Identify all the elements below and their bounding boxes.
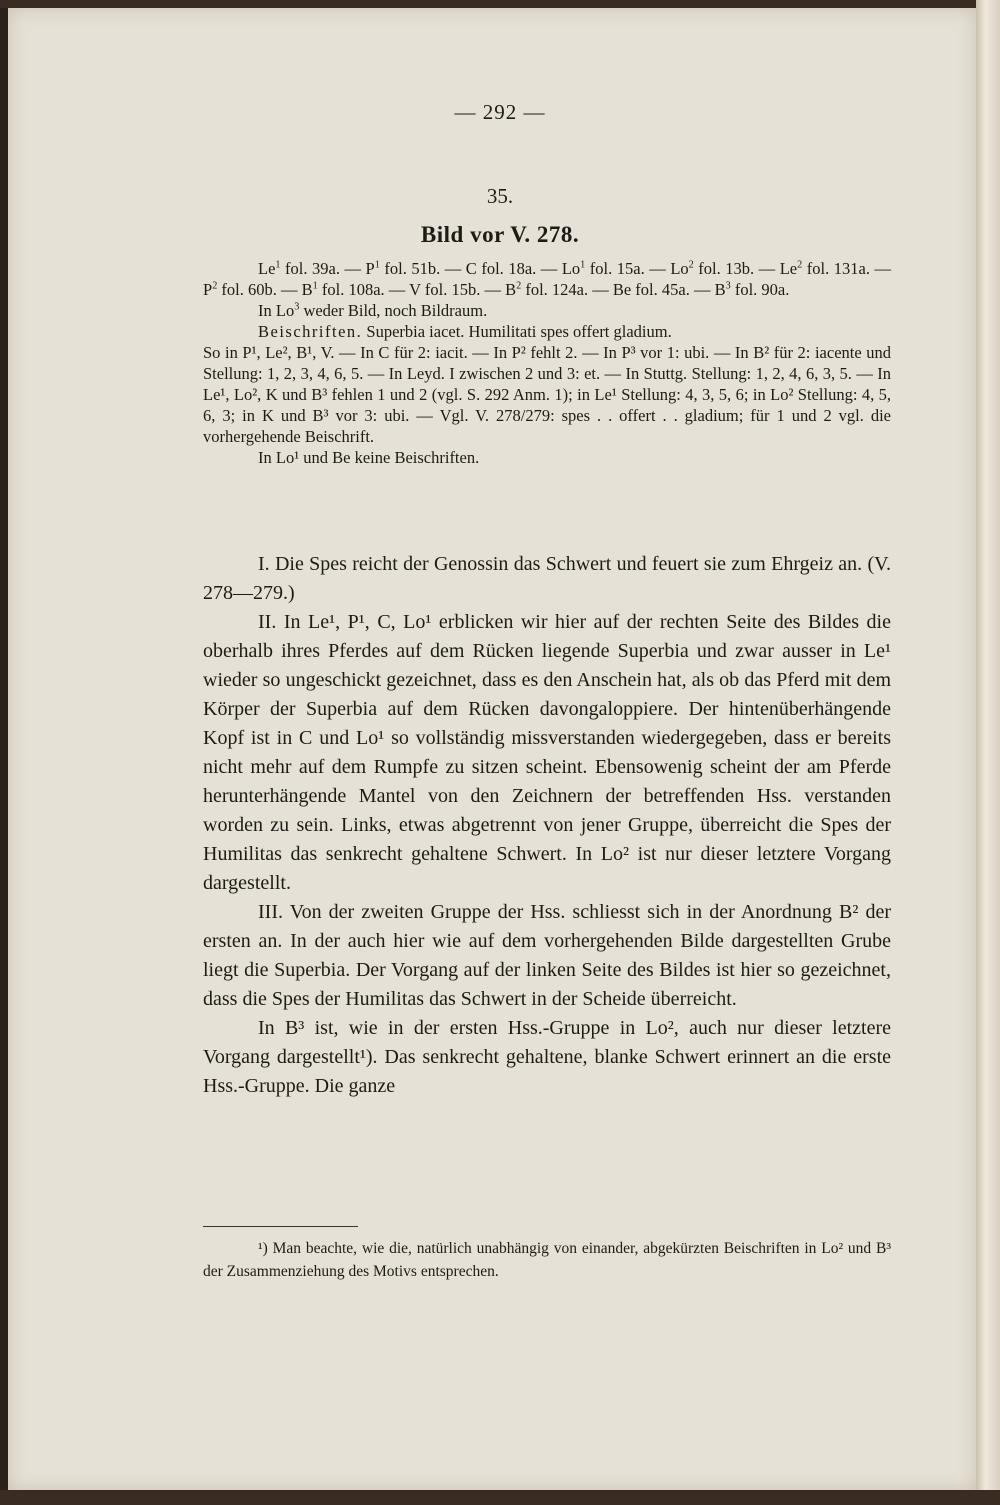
manuscript-list	[203, 258, 891, 300]
note-text: In Lo	[258, 301, 295, 320]
section-heading: Bild vor V. 278.	[420, 222, 580, 247]
paragraph-i: I. Die Spes reicht der Genossin das Schwert und feuert sie zum Ehrgeiz an. (V. 278—279.)	[203, 553, 891, 604]
ms-ref: fol. 90a.	[730, 280, 790, 299]
ms-siglum: B	[301, 280, 313, 299]
ms-siglum: P	[365, 259, 375, 278]
ms-ref: fol. 60b. —	[217, 280, 302, 299]
ms-sup: 2	[212, 280, 218, 292]
scan-border-top	[0, 0, 1000, 8]
ms-sup: 1	[374, 259, 380, 271]
main-text	[203, 550, 891, 1101]
ms-siglum: P	[203, 280, 213, 299]
ms-sup: 3	[725, 280, 731, 292]
ms-sup: 3	[294, 301, 300, 313]
manuscript-apparatus	[203, 258, 891, 468]
ms-siglum: Le	[258, 259, 276, 278]
ms-ref: fol. 124a. — Be fol. 45a. —	[521, 280, 715, 299]
paragraph-iii: III. Von der zweiten Gruppe der Hss. schliesst sich in der Anordnung B² der ersten an. In der auch hier wie auf dem vorhergehenden Bilde dargestellten Grube liegt die Superbia. Der Vorgang auf der linken Seite des Bildes ist hier so gezeichnet, dass die Spes der Humilitas das Schwert in der Scheide überreicht.	[203, 901, 891, 1010]
ms-ref: fol. 51b. — C fol. 18a. —	[379, 259, 562, 278]
section-number: 35.	[486, 184, 514, 208]
ms-ref: fol. 15a. —	[585, 259, 671, 278]
footnote-rule	[203, 1226, 358, 1227]
note-text: weder Bild, noch Bildraum.	[299, 301, 488, 320]
ms-siglum: Lo	[670, 259, 689, 278]
ms-sup: 2	[797, 259, 803, 271]
beischriften-text: Superbia iacet. Humilitati spes offert gladium.	[362, 322, 672, 341]
ms-siglum: B	[714, 280, 726, 299]
no-captions-note: In Lo¹ und Be keine Beischriften.	[258, 448, 480, 467]
beischriften-line	[203, 321, 891, 342]
ms-ref: fol. 13b. —	[693, 259, 780, 278]
ms-siglum: Lo	[561, 259, 581, 278]
ms-ref: fol. 39a. —	[280, 259, 366, 278]
ms-ref: fol. 131a. —	[802, 259, 891, 278]
ms-sup: 2	[516, 280, 522, 292]
no-image-note	[203, 300, 891, 321]
ms-sup: 1	[275, 259, 281, 271]
ms-siglum: Le	[779, 259, 798, 278]
page-number: — 292 —	[454, 100, 546, 124]
ms-sup: 1	[580, 259, 586, 271]
ms-sup: 1	[312, 280, 318, 292]
paragraph-ii: II. In Le¹, P¹, C, Lo¹ erblicken wir hier auf der rechten Seite des Bildes die oberhalb ihres Pferdes auf dem Rücken liegende Superbia und zwar ausser in Le¹ wieder so ungeschickt gezeichnet, dass es den Anschein hat, als ob das Pferd mit dem Körper der Superbia auf dem Rücken davongaloppiere. Der hintenüberhängende Kopf ist in C und Lo¹ so vollständig missverstanden wiedergegeben, dass er bereits nicht mehr auf dem Rumpfe zu sitzen scheint. Ebensowenig scheint der am Pferde herunterhängende Mantel von den Zeichnern der betreffenden Hss. verstanden worden zu sein. Links, etwas abgetrennt von jener Gruppe, überreicht die Spes der Humilitas das senkrecht gehaltene Schwert. In Lo² ist nur dieser letztere Vorgang dargestellt.	[203, 611, 891, 894]
footnote: ¹) Man beachte, wie die, natürlich unabhängig von einander, abgekürzten Beischriften in Lo² und B³ der Zusammenziehung des Motivs entsprechen.	[203, 1240, 891, 1280]
beischriften-label: Beischriften.	[258, 322, 363, 341]
ms-ref: fol. 108a. — V fol. 15b. —	[317, 280, 506, 299]
variants-text: So in P¹, Le², B¹, V. — In C für 2: iacit. — In P² fehlt 2. — In P³ vor 1: ubi. — In B² für 2: iacente und Stellung: 1, 2, 3, 4, 6, 5. — In Leyd. I zwischen 2 und 3: et. — In Stuttg. Stellung: 1, 2, 4, 6, 3, 5. — In Le¹, Lo², K und B³ fehlen 1 und 2 (vgl. S. 292 Anm. 1); in Le¹ Stellung: 4, 3, 5, 6; in Lo² Stellung: 4, 5, 6, 3; in K und B³ vor 3: ubi. — Vgl. V. 278/279: spes . . offert . . gladium; für 1 und 2 vgl. die vorhergehende Beischrift.	[203, 343, 891, 446]
ms-sup: 2	[688, 259, 694, 271]
paragraph-b3: In B³ ist, wie in der ersten Hss.-Gruppe in Lo², auch nur dieser letztere Vorgang dargestellt¹). Das senkrecht gehaltene, blanke Schwert erinnert an die erste Hss.-Gruppe. Die ganze	[203, 1017, 891, 1097]
scan-border-bottom	[0, 1490, 1000, 1505]
ms-siglum: B	[505, 280, 517, 299]
